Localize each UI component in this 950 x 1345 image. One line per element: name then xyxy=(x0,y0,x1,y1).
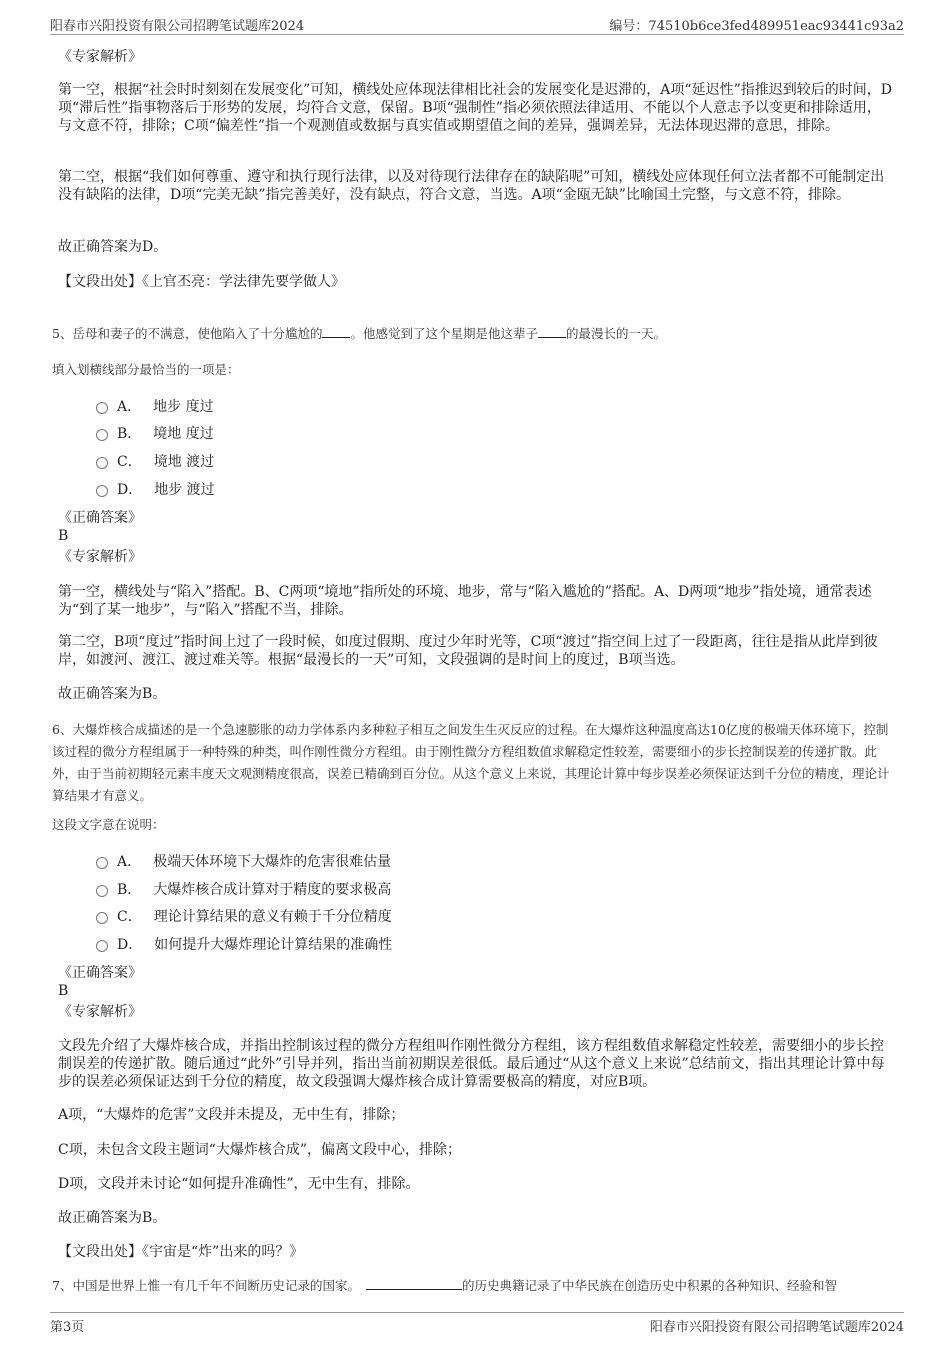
q6-option-c[interactable] xyxy=(96,906,392,926)
radio-icon[interactable] xyxy=(96,402,108,414)
footer-title: 阳春市兴阳投资有限公司招聘笔试题库2024 xyxy=(649,1320,904,1335)
q5-option-b[interactable] xyxy=(96,423,214,443)
q5-option-a[interactable] xyxy=(96,396,214,416)
radio-icon[interactable] xyxy=(96,885,108,897)
header-doc-id: 编号：74510b6ce3fed489951eac93441c93a2 xyxy=(609,19,904,34)
page-number: 第3页 xyxy=(50,1320,85,1335)
q5-stem-part2: 。他感觉到了这个星期是他这辈子 xyxy=(350,326,538,341)
q6-analysis-c: C项，未包含文段主题词“大爆炸核合成”，偏离文段中心，排除； xyxy=(58,1142,462,1158)
q5-option-c[interactable] xyxy=(96,451,214,471)
page-header xyxy=(0,0,950,34)
q4-conclusion: 故正确答案为D。 xyxy=(58,239,168,255)
q6-analysis-d: D项，文段并未讨论“如何提升准确性”，无中生有，排除。 xyxy=(58,1176,420,1192)
q5-stem xyxy=(52,323,898,345)
q5-answer: B xyxy=(58,528,69,544)
radio-icon[interactable] xyxy=(96,429,108,441)
footer-divider xyxy=(50,1312,904,1313)
q4-expert-label: 《专家解析》 xyxy=(58,49,142,65)
q7-blank xyxy=(366,1275,462,1290)
q5-answer-label: 《正确答案》 xyxy=(58,510,142,526)
q4-source: 【文段出处】《上官丕亮：学法律先要学做人》 xyxy=(58,274,345,290)
q6-conclusion: 故正确答案为B。 xyxy=(58,1210,167,1226)
option-label: B． xyxy=(117,882,142,898)
q5-option-d[interactable] xyxy=(96,479,215,499)
option-label: C． xyxy=(117,909,142,925)
option-text: 如何提升大爆炸理论计算结果的准确性 xyxy=(154,937,393,953)
q5-blank-2 xyxy=(538,323,566,338)
option-text: 理论计算结果的意义有赖于千分位精度 xyxy=(153,909,392,925)
radio-icon[interactable] xyxy=(96,912,108,924)
option-text: 极端天体环境下大爆炸的危害很难估量 xyxy=(153,854,392,870)
header-divider xyxy=(50,34,904,35)
option-label: B． xyxy=(117,426,142,442)
q7-stem-part2: 的历史典籍记录了中华民族在创造历史中积累的各种知识、经验和智 xyxy=(461,1278,837,1293)
q5-stem-part3: 的最漫长的一天。 xyxy=(565,326,666,341)
q6-answer-label: 《正确答案》 xyxy=(58,965,142,981)
option-label: D． xyxy=(117,482,143,498)
q6-analysis-para1: 文段先介绍了大爆炸核合成，并指出控制该过程的微分方程组叫作刚性微分方程组，该方程组数值求解稳定性较差，需要细小的步长控制误差的传递扩散。随后通过“此外”引导并列，指出当前初期误差很低。最后通过“从这个意义上来说”总结前文，指出其理论计算中每步的误差必须保证达到千分位的精度，故文段强调大爆炸核合成计算需要极高的精度，对应B项。 xyxy=(58,1038,885,1090)
option-text: 地步 渡过 xyxy=(154,482,215,498)
header-title: 阳春市兴阳投资有限公司招聘笔试题库2024 xyxy=(50,19,305,34)
q5-analysis-para2: 第二空，B项“度过”指时间上过了一段时候，如度过假期、度过少年时光等，C项“渡过”指空间上过了一段距离，往往是指从此岸到彼岸，如渡河、渡江、渡过难关等。根据“最漫长的一天”可知，文段强调的是时间上的度过，B项当选。 xyxy=(58,634,878,668)
q5-blank-1 xyxy=(322,323,350,338)
radio-icon[interactable] xyxy=(96,485,108,497)
q6-prompt: 这段文字意在说明： xyxy=(52,817,165,832)
option-label: A． xyxy=(117,854,142,870)
radio-icon[interactable] xyxy=(96,857,108,869)
q4-analysis-para2: 第二空，根据“我们如何尊重、遵守和执行现行法律，以及对待现行法律存在的缺陷呢”可知，横线处应体现任何立法者都不可能制定出没有缺陷的法律，D项“完美无缺”指完善美好，没有缺点，符合文意，当选。A项“金瓯无缺”比喻国土完整，与文意不符，排除。 xyxy=(58,169,885,203)
q5-expert-label: 《专家解析》 xyxy=(58,549,142,565)
option-label: C． xyxy=(117,454,142,470)
q6-option-a[interactable] xyxy=(96,851,391,871)
q5-prompt: 填入划横线部分最恰当的一项是： xyxy=(52,362,240,377)
option-text: 大爆炸核合成计算对于精度的要求极高 xyxy=(153,882,392,898)
q5-stem-part1: 5、岳母和妻子的不满意，使他陷入了十分尴尬的 xyxy=(52,326,323,341)
q6-option-d[interactable] xyxy=(96,934,392,954)
radio-icon[interactable] xyxy=(96,940,108,952)
option-text: 境地 度过 xyxy=(153,426,214,442)
q4-analysis-para1: 第一空，根据“社会时时刻刻在发展变化”可知，横线处应体现法律相比社会的发展变化是迟滞的，A项“延迟性”指推迟到较后的时间，D项“滞后性”指事物落后于形势的发展，均符合文意，保留。B项“强制性”指必须依照法律适用、不能以个人意志予以变更和排除适用，与文意不符，排除；C项“偏差性”指一个观测值或数据与真实值或期望值之间的差异，强调差异，无法体现迟滞的意思，排除。 xyxy=(58,82,892,134)
q5-conclusion: 故正确答案为B。 xyxy=(58,686,167,702)
option-text: 地步 度过 xyxy=(153,399,214,415)
q6-answer: B xyxy=(58,983,69,999)
option-label: A． xyxy=(117,399,142,415)
q6-option-b[interactable] xyxy=(96,879,391,899)
q6-expert-label: 《专家解析》 xyxy=(58,1004,142,1020)
q5-analysis-para1: 第一空，横线处与“陷入”搭配。B、C两项“境地”指所处的环境、地步，常与“陷入尴尬的”搭配。A、D两项“地步”指处境，通常表述为“到了某一地步”，与“陷入”搭配不当，排除。 xyxy=(58,584,872,618)
q7-stem-part1: 7、中国是世界上惟一有几千年不间断历史记录的国家。 xyxy=(52,1278,360,1293)
option-text: 境地 渡过 xyxy=(153,454,215,470)
q7-stem xyxy=(52,1275,898,1297)
q6-stem: 6、大爆炸核合成描述的是一个急速膨胀的动力学体系内多种粒子相互之间发生生灭反应的过程。在大爆炸这种温度高达10亿度的极端天体环境下，控制该过程的微分方程组属于一种特殊的种类，叫作刚性微分方程组。由于刚性微分方程组数值求解稳定性较差，需要细小的步长控制误差的传递扩散。此外，由于当前初期轻元素丰度天文观测精度很高，误差已精确到百分位。从这个意义上来说，其理论计算中每步误差必须保证达到千分位的精度，理论计算结果才有意义。 xyxy=(52,722,890,803)
q6-analysis-a: A项，“大爆炸的危害”文段并未提及，无中生有，排除； xyxy=(58,1107,405,1123)
option-label: D． xyxy=(117,937,143,953)
radio-icon[interactable] xyxy=(96,457,108,469)
q6-source: 【文段出处】《宇宙是“炸”出来的吗？》 xyxy=(58,1244,304,1260)
